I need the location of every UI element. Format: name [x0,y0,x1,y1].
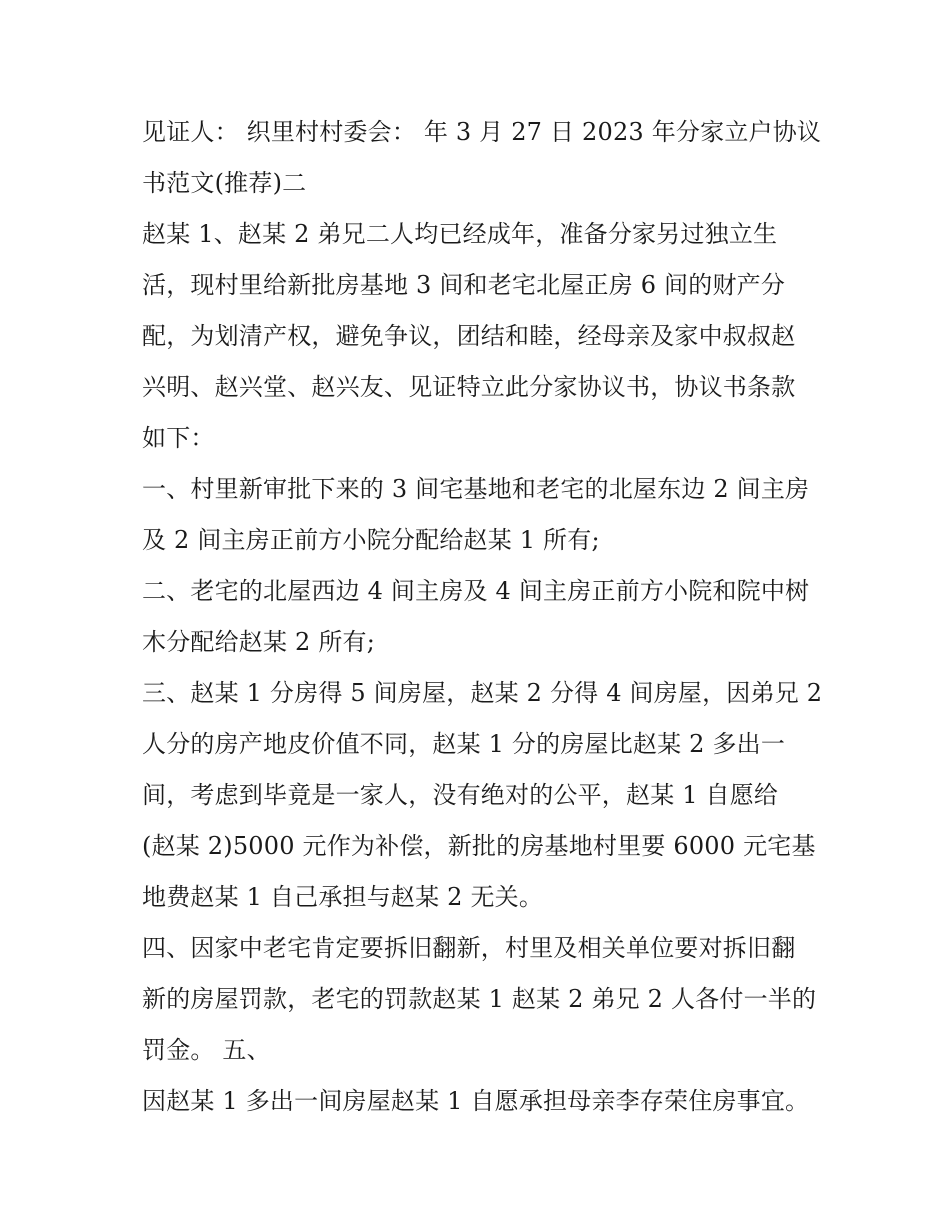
text-line: 兴明、赵兴堂、赵兴友、见证特立此分家协议书，协议书条款 [142,373,796,401]
text-line: 一、村里新审批下来的 3 间宅基地和老宅的北屋东边 2 间主房 [142,475,810,503]
text-line: 因赵某 1 多出一间房屋赵某 1 自愿承担母亲李存荣住房事宜。 [142,1087,810,1115]
text-line: 赵某 1、赵某 2 弟兄二人均已经成年，准备分家另过独立生 [142,220,778,248]
text-line: 地费赵某 1 自己承担与赵某 2 无关。 [142,883,544,911]
text-line: 四、因家中老宅肯定要拆旧翻新，村里及相关单位要对拆旧翻 [142,934,796,962]
text-line: 人分的房产地皮价值不同，赵某 1 分的房屋比赵某 2 多出一 [142,730,786,758]
text-line: 三、赵某 1 分房得 5 间房屋，赵某 2 分得 4 间房屋，因弟兄 2 [142,679,823,707]
text-line: 见证人： 织里村村委会： 年 3 月 27 日 2023 年分家立户协议 [142,118,822,146]
text-line: 罚金。 五、 [142,1036,271,1064]
document-body [142,107,822,1127]
text-line: 新的房屋罚款，老宅的罚款赵某 1 赵某 2 弟兄 2 人各付一半的 [142,985,817,1013]
text-line: (赵某 2)5000 元作为补偿，新批的房基地村里要 6000 元宅基 [142,832,816,860]
text-line: 活，现村里给新批房基地 3 间和老宅北屋正房 6 间的财产分 [142,271,786,299]
text-line: 书范文(推荐)二 [142,169,307,197]
text-line: 配，为划清产权，避免争议，团结和睦，经母亲及家中叔叔赵 [142,322,796,350]
text-line: 及 2 间主房正前方小院分配给赵某 1 所有; [142,526,600,554]
text-line: 二、老宅的北屋西边 4 间主房及 4 间主房正前方小院和院中树 [142,577,810,605]
text-line: 木分配给赵某 2 所有; [142,628,376,656]
text-line: 如下： [142,424,215,452]
text-line: 间，考虑到毕竟是一家人，没有绝对的公平，赵某 1 自愿给 [142,781,779,809]
